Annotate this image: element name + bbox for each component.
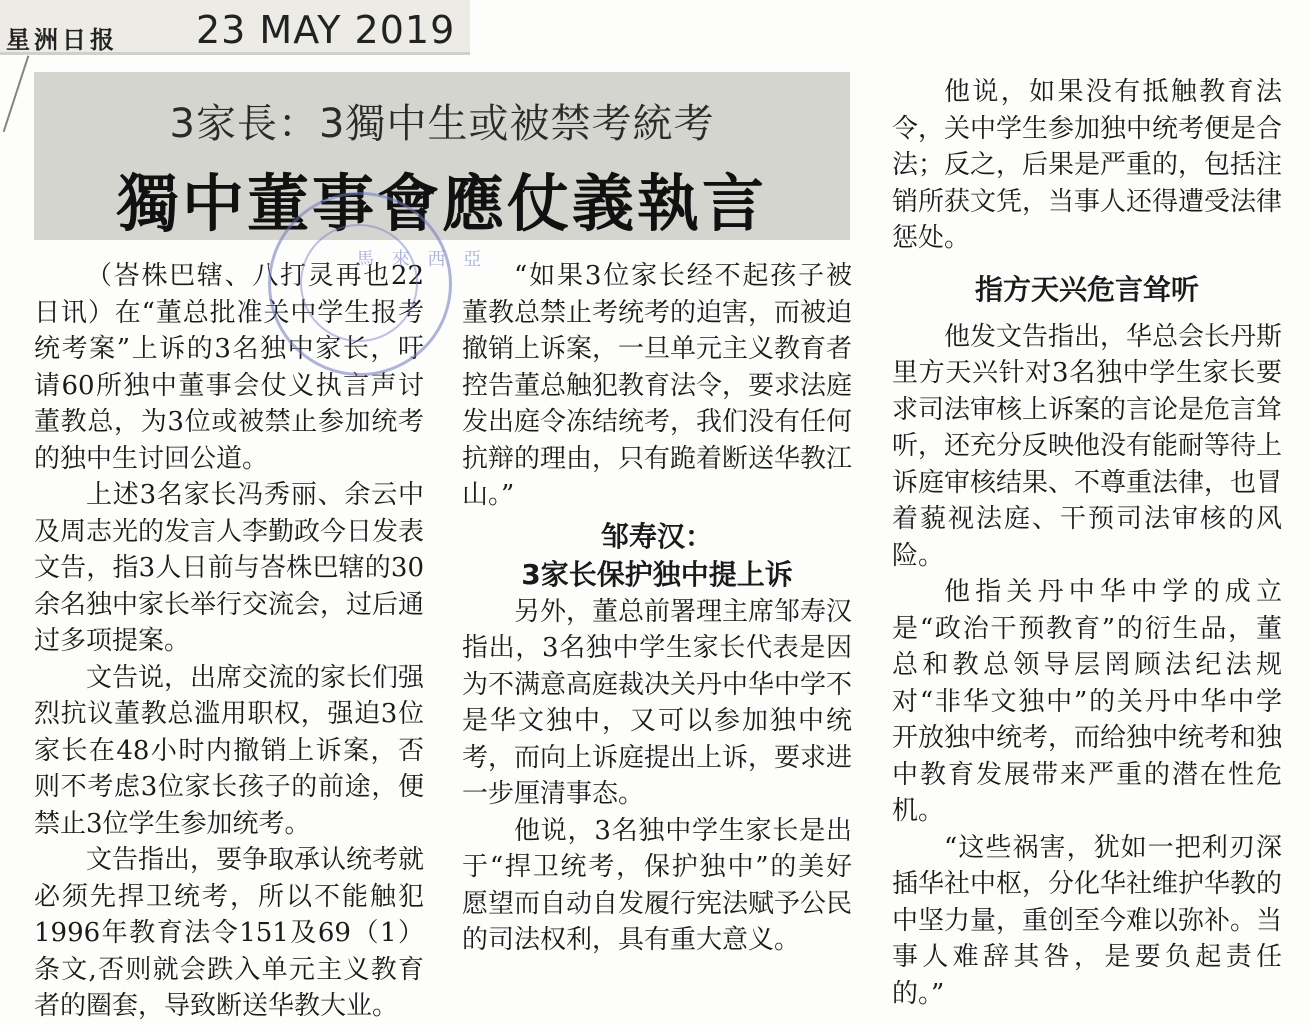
paragraph: 文告指出，要争取承认统考就必须先捍卫统考，所以不能触犯1996年教育法令151及69（1）条文,否则就会跌入单元主义教育者的圈套，导致断送华教大业。	[34, 845, 425, 1021]
paragraph: “如果3位家长经不起孩子被董教总禁止考统考的迫害，而被迫撤销上诉案，一旦单元主义教育者控告董总触犯教育法令，要求法庭发出庭令冻结统考，我们没有任何抗辩的理由，只有跪着断送华教江山。”	[462, 261, 853, 510]
paragraph: 他指关丹中华中学的成立是“政治干预教育”的衍生品，董总和教总领导层罔顾法纪法规对“非华文独中”的关丹中华中学开放独中统考，而给独中统考和独中教育发展带来严重的潜在性危机。	[892, 577, 1283, 826]
paragraph: 他说，3名独中学生家长是出于“捍卫统考，保护独中”的美好愿望而自动自发履行宪法赋予公民的司法权利，具有重大意义。	[462, 815, 853, 955]
paragraph: 他说，如果没有抵触教育法令，关中学生参加独中统考便是合法；反之，后果是严重的，包括注销所获文凭，当事人还得遭受法律惩处。	[892, 77, 1283, 253]
subheading-line-1: 邹寿汉：	[600, 519, 713, 553]
paragraph: （峇株巴辖、八打灵再也22日讯）在“董总批准关中学生报考统考案”上诉的3名独中家长，吁请60所独中董事会仗义执言声讨董教总，为3位或被禁止参加统考的独中生讨回公道。	[34, 261, 424, 474]
paragraph: 文告说，出席交流的家长们强烈抗议董教总滥用职权，强迫3位家长在48小时内撤销上诉案，否则不考虑3位家长孩子的前途，便禁止3位学生参加统考。	[34, 662, 425, 839]
article-column-1	[34, 258, 424, 1025]
publication-date: 23 MAY 2019	[196, 8, 456, 52]
masthead	[0, 0, 470, 55]
paragraph: 上述3名家长冯秀丽、余云中及周志光的发言人李勤政今日发表文告，指3人日前与峇株巴辖的30余名独中家长举行交流会，过后通过多项提案。	[34, 480, 425, 656]
paragraph: 他发文告指出，华总会长丹斯里方天兴针对3名独中学生家长要求司法审核上诉案的言论是危言耸听，还充分反映他没有能耐等待上诉庭审核结果、不尊重法律，也冒着藐视法庭、干预司法审核的风险。	[892, 321, 1283, 571]
article-column-3	[892, 74, 1282, 1012]
paragraph: “这些祸害，犹如一把利刃深插华社中枢，分化华社维护华教的中坚力量，重创至今难以弥补。当事人难辞其咎，是要负起责任的。”	[892, 832, 1283, 1009]
headline-box	[34, 72, 850, 240]
subheading-line-2: 3家长保护独中提上诉	[521, 557, 793, 591]
seal-stamp-text: 馬 來 西 亞	[356, 249, 488, 270]
paragraph: 另外，董总前署理主席邹寿汉指出，3名独中学生家长代表是因为不满意高庭裁决关丹中华中学不是华文独中，又可以参加独中统考，而向上诉庭提出上诉，要求进一步厘清事态。	[462, 596, 853, 809]
headline-kicker: 3家長：3獨中生或被禁考統考	[169, 101, 715, 147]
headline-title: 獨中董事會應仗義執言	[116, 167, 767, 240]
publication-name: 星洲日报	[6, 25, 118, 54]
article-column-2	[462, 258, 852, 959]
subheading: 指方天兴危言耸听	[974, 272, 1199, 306]
